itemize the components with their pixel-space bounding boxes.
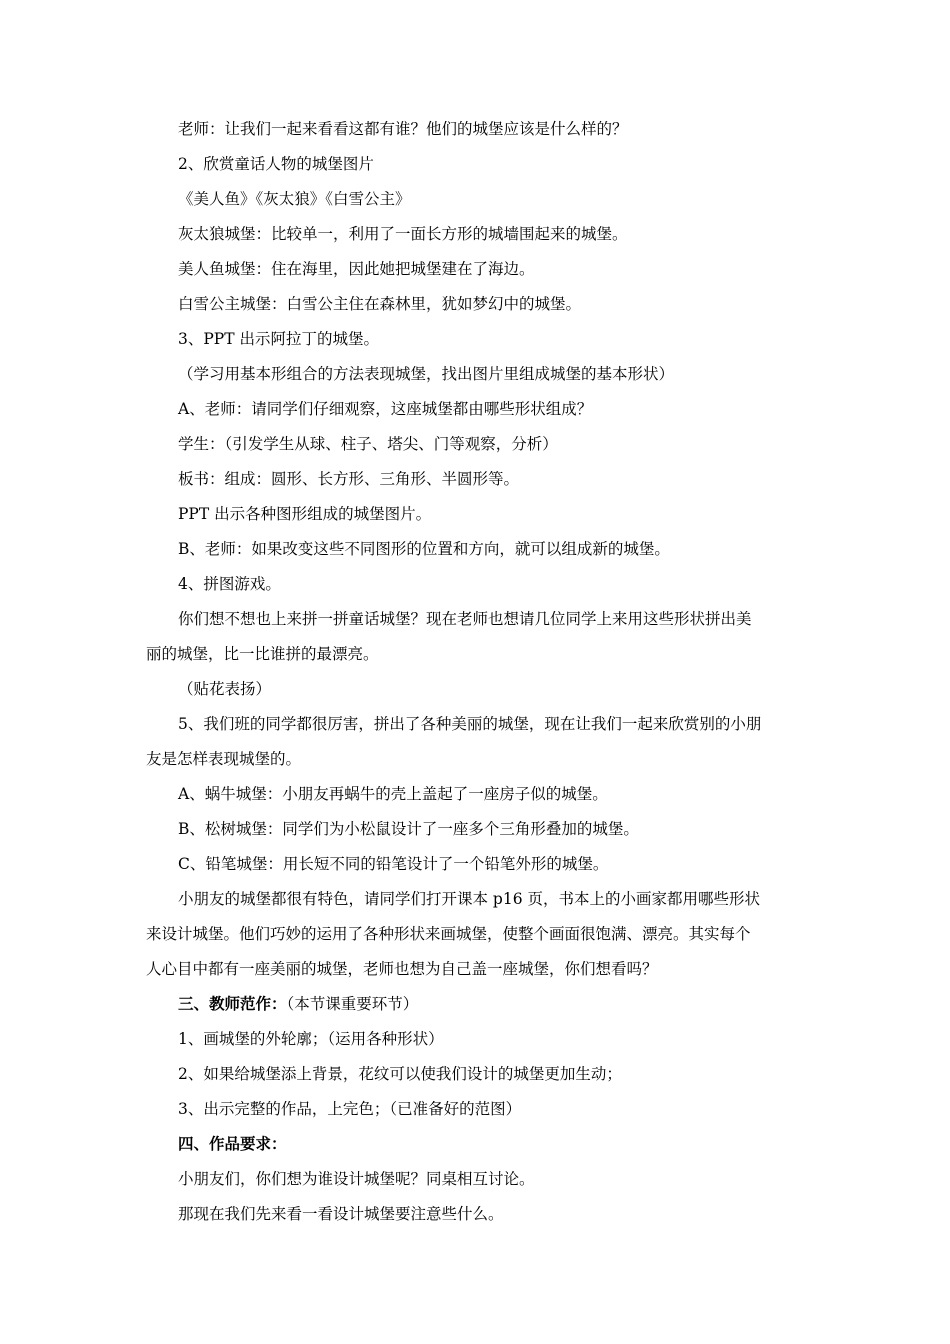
paragraph-line: A、蜗牛城堡：小朋友再蜗牛的壳上盖起了一座房子似的城堡。 xyxy=(178,785,608,803)
section-three xyxy=(178,994,418,1014)
paragraph-line: 5、我们班的同学都很厉害，拼出了各种美丽的城堡，现在让我们一起来欣赏别的小朋 xyxy=(178,715,762,733)
paragraph-line: B、松树城堡：同学们为小松鼠设计了一座多个三角形叠加的城堡。 xyxy=(178,820,639,838)
section-three-heading: 三、教师范作： xyxy=(178,994,287,1013)
section-three-note: （本节课重要环节） xyxy=(286,995,419,1013)
paragraph-line: B、老师：如果改变这些不同图形的位置和方向，就可以组成新的城堡。 xyxy=(178,540,670,558)
paragraph-line: 灰太狼城堡：比较单一，利用了一面长方形的城墙围起来的城堡。 xyxy=(178,225,628,243)
paragraph-line: 友是怎样表现城堡的。 xyxy=(146,750,302,768)
paragraph-line: 3、PPT 出示阿拉丁的城堡。 xyxy=(178,330,379,348)
paragraph-line: 那现在我们先来看一看设计城堡要注意些什么。 xyxy=(178,1205,504,1223)
paragraph-line: 你们想不想也上来拼一拼童话城堡？现在老师也想请几位同学上来用这些形状拼出美 xyxy=(178,610,752,628)
paragraph-line: （贴花表扬） xyxy=(178,680,272,698)
paragraph-line: PPT 出示各种图形组成的城堡图片。 xyxy=(178,505,432,523)
paragraph-line: 1、画城堡的外轮廓；（运用各种形状） xyxy=(178,1030,444,1048)
paragraph-line: 来设计城堡。他们巧妙的运用了各种形状来画城堡，使整个画面很饱满、漂亮。其实每个 xyxy=(146,925,751,943)
paragraph-line: 白雪公主城堡：白雪公主住在森林里，犹如梦幻中的城堡。 xyxy=(178,295,582,313)
paragraph-line: 小朋友的城堡都很有特色，请同学们打开课本 p16 页，书本上的小画家都用哪些形状 xyxy=(178,890,761,908)
paragraph-line: 老师：让我们一起来看看这都有谁？他们的城堡应该是什么样的？ xyxy=(178,120,628,138)
paragraph-line: 3、出示完整的作品，上完色；（已准备好的范图） xyxy=(178,1100,522,1118)
paragraph-line: A、老师：请同学们仔细观察，这座城堡都由哪些形状组成？ xyxy=(178,400,593,418)
paragraph-line: C、铅笔城堡：用长短不同的铅笔设计了一个铅笔外形的城堡。 xyxy=(178,855,609,873)
paragraph-line: 4、拼图游戏。 xyxy=(178,575,281,593)
section-four-heading: 四、作品要求： xyxy=(178,1134,287,1153)
paragraph-line: 板书：组成：圆形、长方形、三角形、半圆形等。 xyxy=(178,470,520,488)
paragraph-line: 《美人鱼》《灰太狼》《白雪公主》 xyxy=(178,190,411,208)
paragraph-line: 丽的城堡，比一比谁拼的最漂亮。 xyxy=(146,645,379,663)
paragraph-line: 2、如果给城堡添上背景，花纹可以使我们设计的城堡更加生动； xyxy=(178,1065,622,1083)
paragraph-line: 学生：（引发学生从球、柱子、塔尖、门等观察，分析） xyxy=(178,435,558,453)
paragraph-line: 小朋友们，你们想为谁设计城堡呢？同桌相互讨论。 xyxy=(178,1170,535,1188)
paragraph-line: 人心目中都有一座美丽的城堡，老师也想为自己盖一座城堡，你们想看吗？ xyxy=(146,960,658,978)
paragraph-line: （学习用基本形组合的方法表现城堡，找出图片里组成城堡的基本形状） xyxy=(178,365,675,383)
paragraph-line: 美人鱼城堡：住在海里，因此她把城堡建在了海边。 xyxy=(178,260,535,278)
paragraph-line: 2、欣赏童话人物的城堡图片 xyxy=(178,155,374,173)
